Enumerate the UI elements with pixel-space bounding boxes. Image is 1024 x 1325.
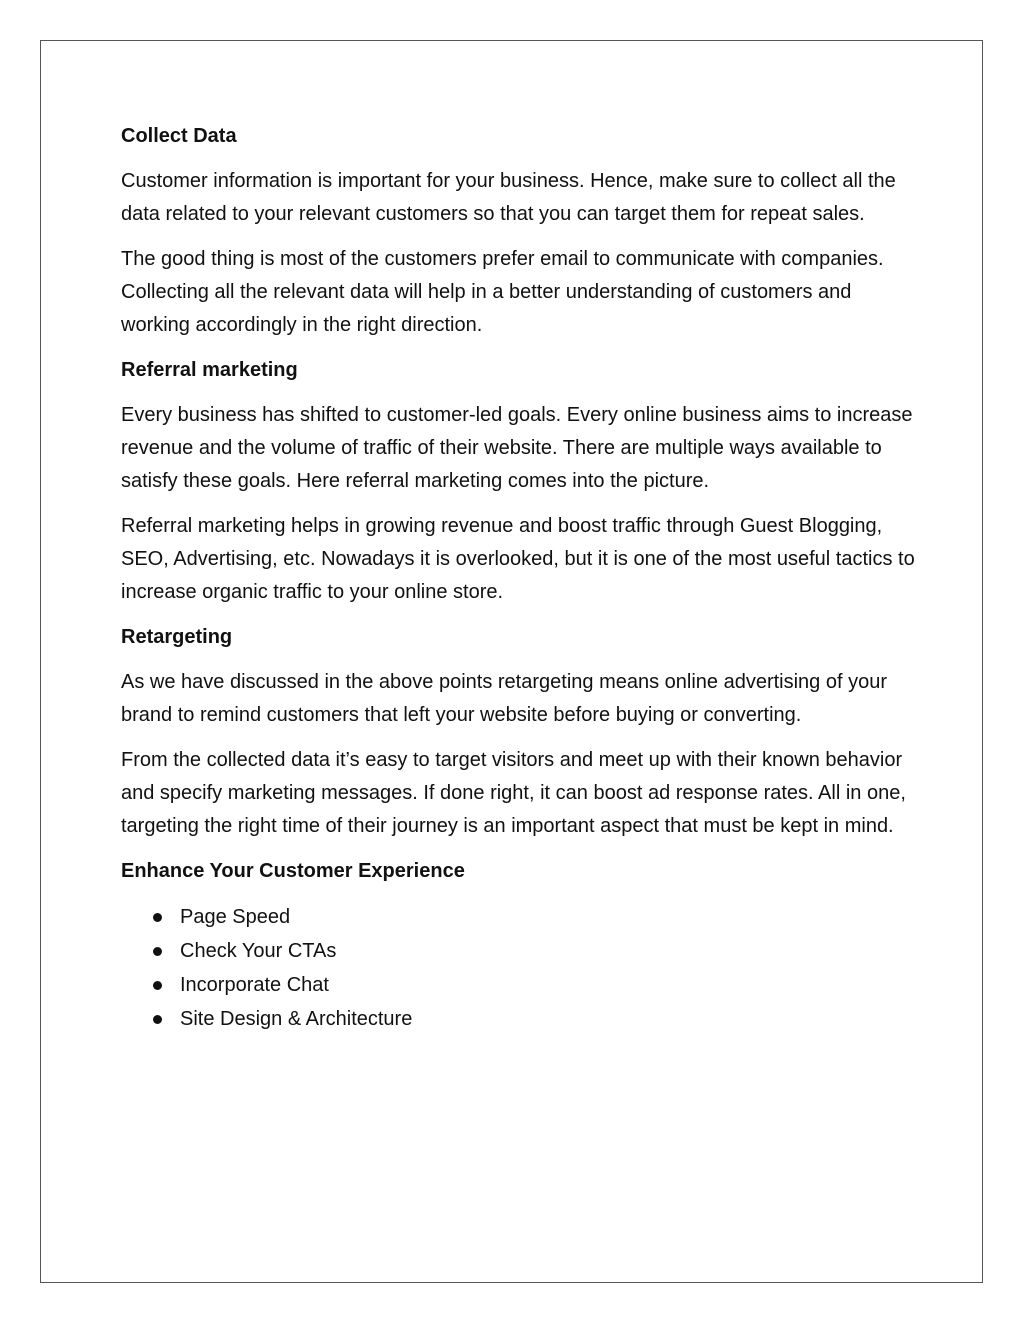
document-body <box>121 120 921 1036</box>
bullet-icon <box>153 913 162 922</box>
section-heading-referral-marketing: Referral marketing <box>121 359 298 381</box>
list-item <box>121 968 921 1002</box>
bullet-icon <box>153 947 162 956</box>
section-heading-collect-data: Collect Data <box>121 125 237 147</box>
section-heading-customer-experience: Enhance Your Customer Experience <box>121 860 465 882</box>
paragraph: Customer information is important for your business. Hence, make sure to collect all the data related to your relevant customers so that you can target them for repeat sales. <box>121 170 896 225</box>
list-item-label: Page Speed <box>180 906 291 928</box>
list-item-label: Site Design & Architecture <box>180 1008 413 1030</box>
paragraph: As we have discussed in the above points retargeting means online advertising of your brand to remind customers that left your website before buying or converting. <box>121 671 888 726</box>
section-heading-retargeting: Retargeting <box>121 626 233 648</box>
bullet-icon <box>153 981 162 990</box>
bullet-icon <box>153 1015 162 1024</box>
paragraph: Every business has shifted to customer-led goals. Every online business aims to increase revenue and the volume of traffic of their website. There are multiple ways available to satisfy these goals. Here referral marketing comes into the picture. <box>121 404 913 492</box>
list-item <box>121 1002 921 1036</box>
list-item-label: Check Your CTAs <box>180 940 337 962</box>
paragraph: Referral marketing helps in growing revenue and boost traffic through Guest Blogging, SEO, Advertising, etc. Nowadays it is overlooked, but it is one of the most useful tactics to increase organic traffic to your online store. <box>121 515 915 603</box>
paragraph: The good thing is most of the customers prefer email to communicate with companies. Collecting all the relevant data will help in a better understanding of customers and working accordingly in the right direction. <box>121 248 884 336</box>
list-item <box>121 934 921 968</box>
list-item-label: Incorporate Chat <box>180 974 329 996</box>
list-item <box>121 900 921 934</box>
paragraph: From the collected data it’s easy to target visitors and meet up with their known behavior and specify marketing messages. If done right, it can boost ad response rates. All in one, targeting the right time of their journey is an important aspect that must be kept in mind. <box>121 749 906 837</box>
bullet-list <box>121 900 921 1036</box>
